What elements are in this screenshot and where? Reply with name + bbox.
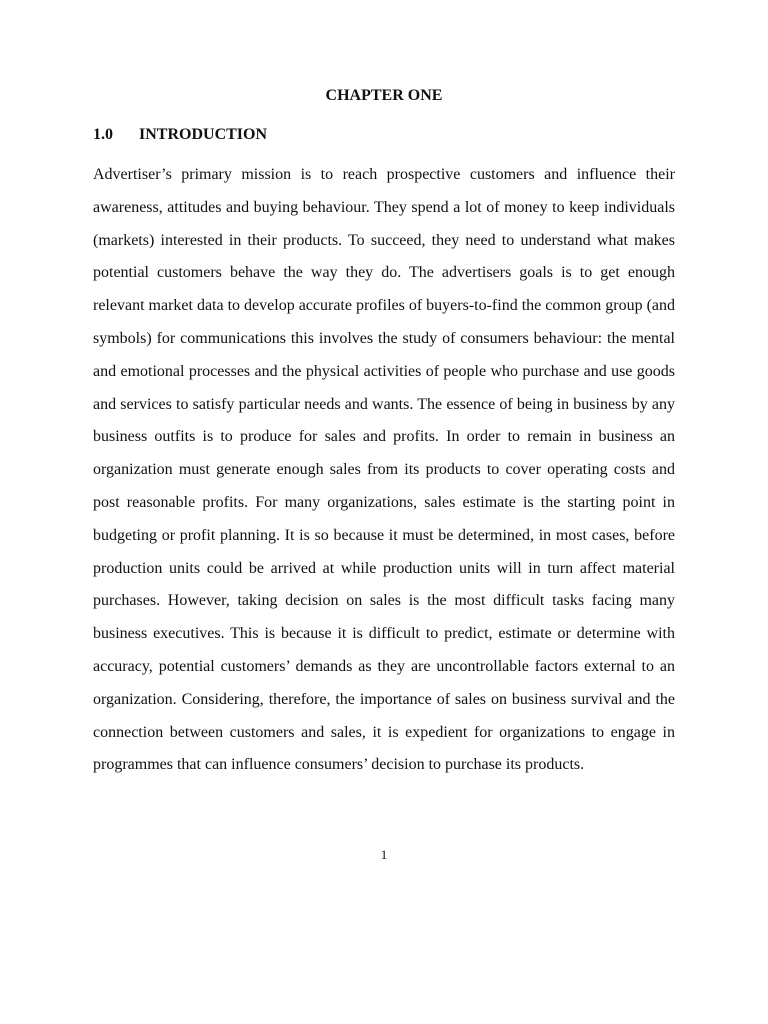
body-paragraph: Advertiser’s primary mission is to reach prospective customers and influence their awareness, attitudes and buying behaviour. They spend a lot of money to keep individuals (markets) interested in their products. To succeed, they need to understand what makes potential customers behave the way they do. The advertisers goals is to get enough relevant market data to develop accurate profiles of buyers-to-find the common group (and symbols) for communications this involves the study of consumers behaviour: the mental and emotional processes and the physical activities of people who purchase and use goods and services to satisfy particular needs and wants. The essence of being in business by any business outfits is to produce for sales and profits. In order to remain in business an organization must generate enough sales from its products to cover operating costs and post reasonable profits. For many organizations, sales estimate is the starting point in budgeting or profit planning. It is so because it must be determined, in most cases, before production units could be arrived at while production units will in turn affect material purchases. However, taking decision on sales is the most difficult tasks facing many business executives. This is because it is difficult to predict, estimate or determine with accuracy, potential customers’ demands as they are uncontrollable factors external to an organization. Considering, therefore, the importance of sales on business survival and the connection between customers and sales, it is expedient for organizations to engage in programmes that can influence consumers’ decision to purchase its products. bbox=[93, 166, 675, 774]
section-number: 1.0 bbox=[93, 126, 113, 143]
section-heading bbox=[93, 125, 267, 145]
section-title: INTRODUCTION bbox=[139, 126, 268, 143]
chapter-title: CHAPTER ONE bbox=[325, 87, 443, 104]
page-number: 1 bbox=[380, 847, 388, 862]
